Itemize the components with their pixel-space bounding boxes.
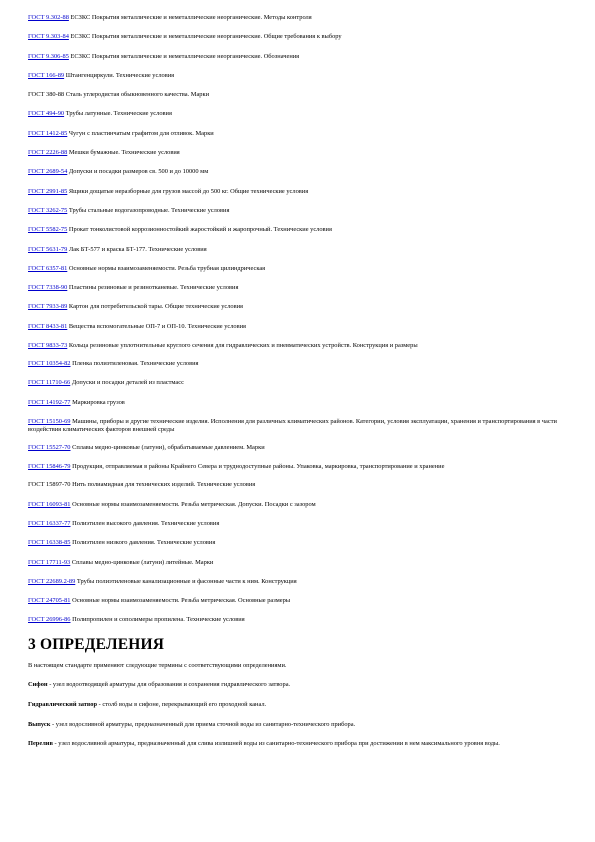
reference-item <box>28 481 561 489</box>
reference-item <box>28 360 561 368</box>
standard-title: Полиэтилен низкого давления. Технические условия <box>70 539 216 547</box>
reference-item <box>28 463 561 471</box>
standard-link[interactable]: ГОСТ 7933-89 <box>28 303 68 311</box>
standard-title: Полиэтилен высокого давления. Технические условия <box>70 519 220 527</box>
standard-link[interactable]: ГОСТ 8433-81 <box>28 322 68 330</box>
standard-title: Трубы полиэтиленовые канализационные и фасонные части к ним. Конструкция <box>75 577 297 585</box>
reference-item <box>28 149 561 157</box>
reference-item <box>28 303 561 311</box>
standard-title: Кольца резиновые уплотнительные круглого сечения для гидравлических и пневматических устройств. Конструкция и размеры <box>67 342 418 350</box>
definition-term: Перелив <box>28 740 53 748</box>
definition-text: - узел водосливной арматуры, предназначенный для слива излишней воды из санитарно-технического прибора при достижении в нем максимального уровня воды. <box>52 740 500 748</box>
standard-link[interactable]: ГОСТ 494-90 <box>28 110 65 118</box>
reference-item <box>28 284 561 292</box>
standard-title: Ящики дощатые неразборные для грузов массой до 500 кг. Общие технические условия <box>67 187 309 195</box>
definition-text: - столб воды в сифоне, перекрывающий его проходной канал. <box>97 700 267 708</box>
definitions <box>28 662 561 749</box>
reference-list <box>28 14 561 625</box>
reference-item <box>28 72 561 80</box>
standard-title: Продукция, отправляемая в районы Крайнего Севера и труднодоступные районы. Упаковка, маркировка, транспортирование и хранение <box>70 463 445 471</box>
standard-title: Трубы стальные водогазопроводные. Технические условия <box>67 206 230 214</box>
standard-link[interactable]: ГОСТ 5631-79 <box>28 245 68 253</box>
definition-paragraph <box>28 662 561 671</box>
definition-paragraph <box>28 721 561 730</box>
standard-link[interactable]: ГОСТ 15150-69 <box>28 417 71 425</box>
definition-paragraph <box>28 701 561 710</box>
standard-title: Основные нормы взаимозаменяемости. Резьба трубная цилиндрическая <box>67 264 266 272</box>
standard-title: Допуски и посадки размеров св. 500 и до 10000 мм <box>67 168 209 176</box>
reference-item <box>28 501 561 509</box>
reference-item <box>28 418 561 435</box>
reference-item <box>28 265 561 273</box>
standard-title: Сплавы медно-цинковые (латуни), обрабатываемые давлением. Марки <box>70 444 265 452</box>
reference-item <box>28 188 561 196</box>
standard-link[interactable]: ГОСТ 16093-81 <box>28 500 71 508</box>
standard-link[interactable]: ГОСТ 9833-73 <box>28 342 68 350</box>
standard-link[interactable]: ГОСТ 24705-81 <box>28 597 71 605</box>
reference-item <box>28 342 561 350</box>
standard-link[interactable]: ГОСТ 2689-54 <box>28 168 68 176</box>
standard-link[interactable]: ГОСТ 11710-66 <box>28 379 71 387</box>
reference-item <box>28 110 561 118</box>
reference-item <box>28 130 561 138</box>
reference-item <box>28 168 561 176</box>
standard-link[interactable]: ГОСТ 2991-85 <box>28 187 68 195</box>
standard-title: Лак БТ-577 и краска БТ-177. Технические условия <box>67 245 207 253</box>
standard-title: Пленка полиэтиленовая. Технические условия <box>70 359 199 367</box>
standard-link[interactable]: ГОСТ 16337-77 <box>28 519 71 527</box>
standard-link[interactable]: ГОСТ 26996-86 <box>28 616 71 624</box>
standard-link[interactable]: ГОСТ 2226-88 <box>28 149 68 157</box>
standard-title: Штангенциркули. Технические условия <box>64 71 175 79</box>
standard-title: Чугун с пластинчатым графитом для отливок. Марки <box>67 129 214 137</box>
standard-title: Прокат тонколистовой коррозионностойкий жаростойкий и жаропрочный. Технические условия <box>67 226 332 234</box>
definition-term: Выпуск <box>28 720 51 728</box>
standard-link[interactable]: ГОСТ 15846-79 <box>28 463 71 471</box>
standard-title: Картон для потребительской тары. Общие технические условия <box>67 303 243 311</box>
standard-link[interactable]: ГОСТ 22689.2-89 <box>28 577 76 585</box>
standard-title: Основные нормы взаимозаменяемости. Резьба метрическая. Допуски. Посадки с зазором <box>70 500 316 508</box>
standard-link[interactable]: ГОСТ 15527-70 <box>28 444 71 452</box>
standard-title: Трубы латунные. Технические условия <box>64 110 172 118</box>
standard-link[interactable]: ГОСТ 1412-85 <box>28 129 68 137</box>
standard-link[interactable]: ГОСТ 9.303-84 <box>28 33 69 41</box>
section-heading: 3 ОПРЕДЕЛЕНИЯ <box>28 635 165 653</box>
standard-title: ЕСЗКС Покрытия металлические и неметаллические неорганические. Общие требования к выбору <box>68 33 342 41</box>
definition-text: - узел водоотводящей арматуры для образования и сохранения гидравлического затвора. <box>47 681 291 689</box>
standard-title: Пластины резиновые и резинотканевые. Технические условия <box>67 284 239 292</box>
reference-item <box>28 323 561 331</box>
definition-term: Сифон <box>28 681 48 689</box>
standard-title: Основные нормы взаимозаменяемости. Резьба метрическая. Основные размеры <box>70 597 291 605</box>
standard-link[interactable]: ГОСТ 5582-75 <box>28 226 68 234</box>
definition-text: - узел водосливной арматуры, предназначенный для приема сточной воды из санитарно-технического прибора. <box>50 720 356 728</box>
reference-item <box>28 399 561 407</box>
reference-item <box>28 597 561 605</box>
standard-link[interactable]: ГОСТ 6357-81 <box>28 264 68 272</box>
standard-title: Сплавы медно-цинковые (латуни) литейные. Марки <box>70 558 214 566</box>
definition-text: В настоящем стандарте применяют следующие термины с соответствующими определениями. <box>28 661 287 669</box>
standard-title: ЕСЗКС Покрытия металлические и неметаллические неорганические. Обозначения <box>68 52 300 60</box>
definition-term: Гидравлический затвор <box>28 700 98 708</box>
standard-title: Машины, приборы и другие технические изделия. Исполнения для различных климатических районов. Категории, условия эксплуатации, хранения и транспортирования в части воздействия климатических факторов внешней среды <box>28 417 557 434</box>
reference-item <box>28 559 561 567</box>
reference-item <box>28 226 561 234</box>
standard-link[interactable]: ГОСТ 9.302-88 <box>28 14 69 21</box>
standard-link[interactable]: ГОСТ 16338-85 <box>28 539 71 547</box>
standard-title: Вещества вспомогательные ОП-7 и ОП-10. Технические условия <box>67 322 246 330</box>
standard-title: Нить полиамидная для технических изделий. Технические условия <box>70 481 256 489</box>
standard-title: Полипропилен и сополимеры пропилена. Технические условия <box>70 616 245 624</box>
reference-item <box>28 379 561 387</box>
standard-title: Мешки бумажные. Технические условия <box>67 149 180 157</box>
reference-item <box>28 616 561 624</box>
reference-item <box>28 14 561 22</box>
reference-item <box>28 207 561 215</box>
standard-code: ГОСТ 15897-70 <box>28 481 71 489</box>
definition-paragraph <box>28 681 561 690</box>
reference-item <box>28 33 561 41</box>
reference-item <box>28 539 561 547</box>
standard-link[interactable]: ГОСТ 7338-90 <box>28 284 68 292</box>
standard-title: Сталь углеродистая обыкновенного качества. Марки <box>64 91 210 99</box>
standard-code: ГОСТ 380-88 <box>28 91 65 99</box>
standard-title: ЕСЗКС Покрытия металлические и неметаллические неорганические. Методы контроля <box>68 14 312 21</box>
standard-link[interactable]: ГОСТ 17711-93 <box>28 558 71 566</box>
standard-link[interactable]: ГОСТ 9.306-85 <box>28 52 69 60</box>
standard-link[interactable]: ГОСТ 10354-82 <box>28 359 71 367</box>
standard-title: Допуски и посадки деталей из пластмасс <box>70 379 184 387</box>
reference-item <box>28 520 561 528</box>
reference-item <box>28 444 561 452</box>
standard-link[interactable]: ГОСТ 3262-75 <box>28 206 68 214</box>
reference-item <box>28 53 561 61</box>
reference-item <box>28 246 561 254</box>
standard-link[interactable]: ГОСТ 14192-77 <box>28 398 71 406</box>
reference-item <box>28 578 561 586</box>
standard-link[interactable]: ГОСТ 166-89 <box>28 71 65 79</box>
reference-item <box>28 91 561 99</box>
standard-title: Маркировка грузов <box>70 398 125 406</box>
definition-paragraph <box>28 740 561 749</box>
